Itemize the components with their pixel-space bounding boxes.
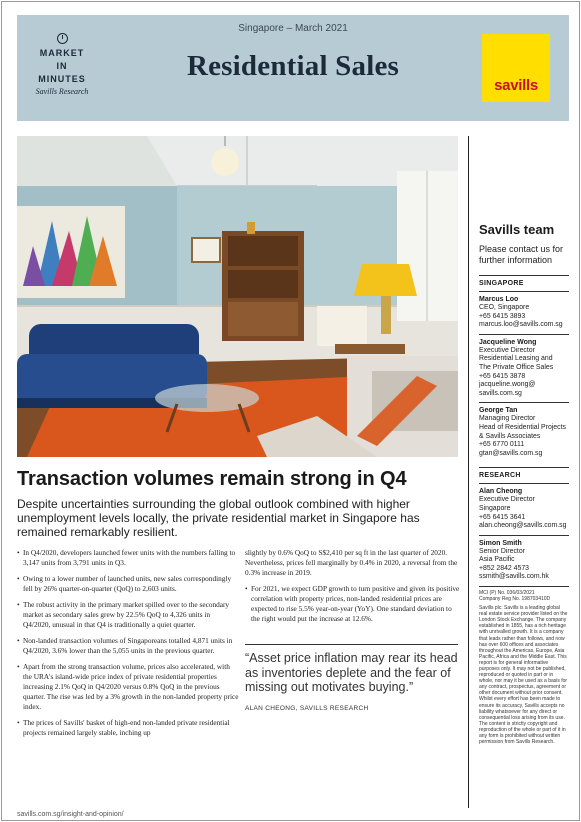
living-room-photo: [17, 136, 458, 457]
person-name: Marcus Loo: [479, 296, 519, 303]
bullet-paragraph: • Apart from the strong transaction volume, prices also accelerated, with the URA's island-wide price index of private residential properties increasing 2.1% QoQ in Q4/2020 versus 0.8% QoQ in the previous quarter. The rise was led by a 3% growth in the non-landed property price index.: [17, 662, 239, 712]
date-line: Singapore – March 2021: [238, 23, 348, 34]
person-phone: +65 6415 3641: [479, 513, 526, 521]
person-email[interactable]: jacqueline.wong@: [479, 381, 536, 389]
mci-info: [479, 586, 569, 602]
page-title: Residential Sales: [186, 50, 400, 82]
header-band: [17, 15, 569, 121]
intro-paragraph: Despite uncertainties surrounding the global outlook combined with higher unemployment levels locally, the private residential market in Singapore has remained remarkably resilient.: [17, 497, 420, 539]
person-role: Managing Director: [479, 415, 536, 423]
contact-text: Please contact us for further information: [479, 244, 564, 265]
person-role: Singapore: [479, 504, 511, 512]
mim-research: Savills Research: [35, 87, 89, 96]
contact-person: [479, 535, 569, 582]
person-email[interactable]: savills.com.sg: [479, 389, 522, 397]
mim-word: IN: [56, 61, 68, 71]
headline: Transaction volumes remain strong in Q4: [17, 468, 407, 490]
disclaimer-text: Savills plc: Savills is a leading global real estate service provider listed on the London Stock Exchange. The company established in 1855, has a rich heritage with unrivalled growth. It is a company that leads rather than follows, and now has over 600 offices and associates throughout the Americas, Europe, Asia Pacific, Africa and the Middle East. This report is for general informative purposes only. It may not be published, reproduced or quoted in part or in whole, nor may it be used as a basis for any contract, prospectus, agreement or other document without prior consent. Whilst every effort has been made to ensure its accuracy, Savills accepts no liability whatsoever for any direct or consequential loss arising from its use. The content is strictly copyright and reproduction of the whole or part of it in any form is prohibited without written permission from Savills Research.: [479, 605, 568, 746]
person-email[interactable]: ssmith@savills.com.hk: [479, 573, 549, 581]
savills-logo: [482, 34, 550, 102]
person-role: Asia Pacific: [479, 556, 515, 564]
person-role: & Savills Associates: [479, 432, 541, 440]
mim-word: MARKET: [39, 48, 85, 58]
person-role: Executive Director: [479, 496, 535, 504]
person-name: Jacqueline Wong: [479, 338, 537, 346]
person-role: CEO, Singapore: [479, 304, 530, 311]
section-heading: SINGAPORE: [479, 275, 569, 287]
clock-icon: [57, 33, 68, 44]
mim-word: MINUTES: [38, 74, 86, 84]
column-1: [17, 548, 239, 744]
person-email[interactable]: marcus.loo@savills.com.sg: [479, 321, 563, 329]
person-email[interactable]: gtan@savills.com.sg: [479, 449, 543, 457]
person-role: Head of Residential Projects: [479, 423, 566, 431]
person-role: Senior Director: [479, 547, 525, 555]
section-heading: RESEARCH: [479, 467, 569, 479]
person-name: George Tan: [479, 407, 518, 415]
person-phone: +852 2842 4573: [479, 564, 530, 572]
pull-quote: [245, 644, 458, 712]
team-title: Savills team: [479, 222, 555, 237]
logo-text: savills: [494, 77, 538, 94]
person-phone: +65 6770 0111: [479, 441, 525, 449]
contact-person: [479, 334, 569, 399]
bullet-paragraph: • In Q4/2020, developers launched fewer units with the numbers falling to 3,147 units from 3,791 units in Q3.: [17, 548, 239, 568]
person-email[interactable]: alan.cheong@savills.com.sg: [479, 522, 567, 530]
bullet-paragraph: • Owing to a lower number of launched units, new sales correspondingly fell by 26% quarter-on-quarter (QoQ) to 2,603 units.: [17, 574, 239, 594]
company-reg-line: Company Reg No. 198703410D: [479, 596, 551, 603]
report-page: [1, 1, 580, 821]
contacts-sidebar: [468, 136, 569, 808]
bullet-paragraph: • For 2021, we expect GDP growth to turn positive and given its positive correlation with property prices, non-landed residential prices are expected to rise 5.5% year-on-year (YoY). One standard deviation to the right would put the increase at 12.6%.: [245, 584, 460, 624]
photo-illustration: [17, 136, 458, 457]
person-phone: +65 6415 3878: [479, 372, 526, 380]
person-name: Simon Smith: [479, 539, 522, 547]
person-role: Residential Leasing and: [479, 355, 553, 363]
bullet-paragraph: • The prices of Savills' basket of high-end non-landed private residential projects remained largely stable, inching up: [17, 718, 239, 738]
person-name: Alan Cheong: [479, 488, 523, 496]
column-2: [245, 548, 460, 630]
bullet-paragraph: • Non-landed transaction volumes of Singaporeans totalled 4,871 units in Q4/2020, 3.6% lower than the 5,055 units in the previous quarter.: [17, 636, 239, 656]
footer-link[interactable]: savills.com.sg/insight-and-opinion/: [17, 811, 124, 818]
contact-person: [479, 291, 569, 330]
mci-line: MCI (P) No. 036/03/2021: [479, 590, 535, 597]
quote-text: “Asset price inflation may rear its head as inventories deplete and the fear of missing out motivates buying.”: [245, 651, 458, 694]
contact-person: [479, 483, 569, 530]
quote-attribution: ALAN CHEONG, SAVILLS RESEARCH: [245, 704, 369, 712]
person-phone: +65 6415 3893: [479, 312, 526, 320]
person-role: The Private Office Sales: [479, 363, 554, 371]
continued-paragraph: slightly by 0.6% QoQ to S$2,410 per sq ft in the last quarter of 2020. Nevertheless, prices fell marginally by 0.4% in 2020, a reversal from the 0.3% increase in 2019.: [245, 548, 458, 577]
person-role: Executive Director: [479, 346, 535, 354]
bullet-paragraph: • The robust activity in the primary market spilled over to the secondary market as secondary sales grew by 22.5% QoQ to 4,326 units in Q4/2020, unusual in that Q4 is traditionally a quiet quarter.: [17, 600, 239, 630]
contact-person: [479, 402, 569, 458]
